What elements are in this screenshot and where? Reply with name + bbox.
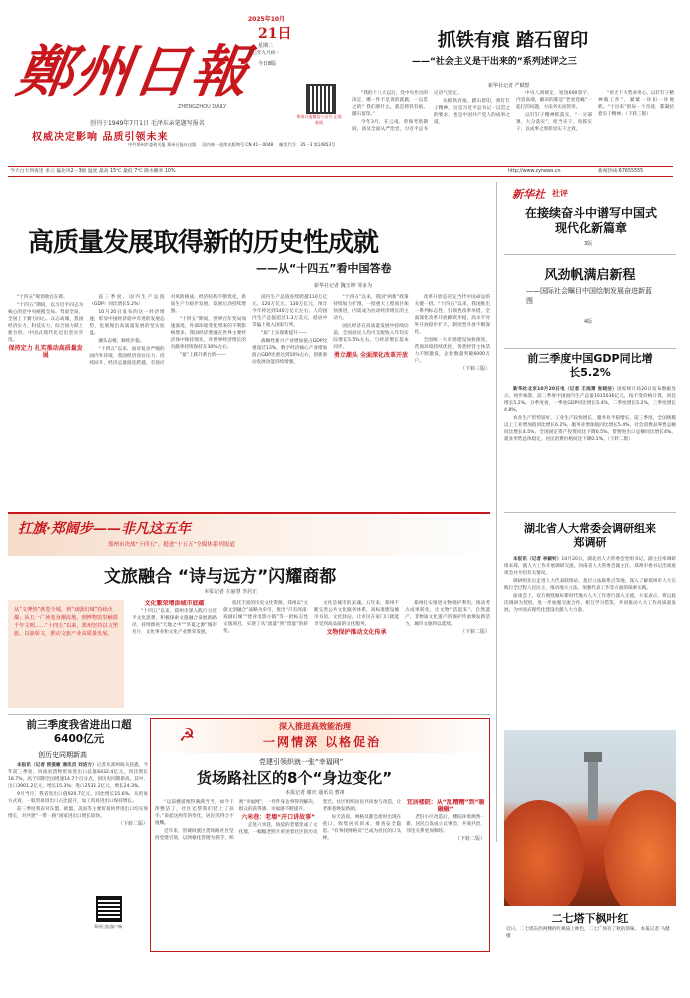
trade-separator bbox=[8, 714, 490, 715]
masthead-slogan: 权威决定影响 品质引领未来 bbox=[32, 132, 169, 143]
tower-top bbox=[584, 752, 602, 762]
commentary-body: “我的十八大以后，党中央作出的决定，哪一件不是说的就做，一以贯之的？我们那什么，就是抓铁有痕、踏石留印。” 今年3月，在云南，曾保考察期间，谈及全面从严治党，习近平总书记语气坚定。 从抓铁有痕、踏石留印，到钉钉子精神，这是习近平总书记一以贯之的要求，也是中国共产党人的成事之道。 中央八项规定，短短600余字，内容高端，解决的都是“老虎苍蝇”一起打的问题，方法务实而管用。 以钉钉子精神抓落实，“一分部署，九分落实”，担当实干、真抓实干，以成事之果彰显实干之效。 “看天下大势多用心，以钉钉子精神做工作”，紧紧一环扣一环地抓。“干出来”的每一个奇迹，都凝结着实干精神。（下转三版） bbox=[352, 91, 674, 132]
culture-lead-box bbox=[8, 600, 124, 708]
sidebar-separator-3 bbox=[504, 512, 676, 513]
commentary-byline: 新华社记者 严赋憬 bbox=[488, 83, 530, 89]
publisher-info bbox=[128, 142, 338, 148]
commentary-title[interactable]: 抓铁有痕 踏石留印 bbox=[437, 30, 589, 51]
leaves-right bbox=[604, 790, 676, 906]
grassroots-byline: 本报记者 谢庆 通讯员 曹祖 bbox=[285, 790, 345, 796]
gdp-dateline: 新华社北京10月20日电（记者 王雨萧 张晓洁） bbox=[513, 387, 617, 392]
trade-dateline: 本报讯（记者 侯爱敏 通讯员 刘洁方） bbox=[17, 763, 97, 768]
lead-body: “十四五”规划收官在即。 “十四五”期间，以习近平同志为核心的党中央统揽全局、驾驭全局，全国上下勠力同心、众志成城，我国经济实力、科技实力、综合国力跃上新台阶，中国式现代化迈出坚实步伐。 保持定力 扎实推动高质量发展 前三季度，国内生产总值（GDP）同比增长5.2%！ 10月20日发布的这一经济增速，彰显中国经济稳中有进的发展态势，也展现出高质量发展的坚实底盘。 潮头奋楫，蹄疾步稳。 “十四五”以来，面对复杂严峻的国内外环境，我国经济顶住压力、持续回升，经济总量接连跨越，有效应对风险挑战，经济结构不断优化，新质生产力稳步发展，发展后劲持续增强。 “十四五”期间，世界百年变局加速演进，外部环境变化带来的不利影响增多。我国经济增速在世界主要经济体中保持领先，对世界经济增长的贡献率持续保持在30%左右。 “量”上跃升新台阶—— 国内生产总值连续跨越110万亿元、120万亿元、130万亿元，预计今年将达到140万亿元左右；人均国内生产总值超过1.3万美元，稳居中等偏上收入国家行列。 “质”上实现新提升—— 战略性新兴产业增加值占GDP比重超过13%，数字经济核心产业增加值占GDP比重达到10%左右，创新驱动发展动能持续增强。 “十四五”以来，我国“两新”政策持续加力扩围，一批重大工程项目加快推进，内需成为拉动经济增长的主动力。 国民经济在高质量发展中持续向前，全国居民人均可支配收入年均实际增长5.5%左右，与经济增长基本同步。 勇立潮头 全面深化改革开放 改革开放是决定当代中国命运的关键一招。“十四五”以来，我国推出一系列标志性、引领性改革举措，全面深化改革开放蹄疾步稳，高水平对外开放稳步扩大，制度型开放不断深化。 全国统一大市场建设加快推进，营商环境持续优化，各类经营主体活力不断激发，企业数量突破6000万户。 （下转三版） bbox=[8, 295, 490, 372]
masthead-english: ZHENGZHOU DAILY bbox=[178, 104, 227, 110]
footer-qr-caption: 郑州日报客户端 bbox=[94, 924, 122, 929]
lead-article bbox=[8, 182, 490, 512]
trade-subtitle: 创历史同期新高 bbox=[38, 751, 87, 759]
sidebar-divider bbox=[496, 182, 497, 842]
grassroots-series: 一网情深 以格促治 bbox=[263, 735, 382, 749]
maple-photo[interactable] bbox=[504, 730, 676, 906]
masthead-title: 鄭州日報 bbox=[12, 39, 255, 105]
grassroots-article bbox=[150, 718, 490, 952]
culture-body: 文化繁荣增添城市底蕴 “十四五”以来，郑州市深入践行习近平文化思想，积极探索文旅融合发展新路径，持续擦亮“天地之中”“华夏之源”城市名片，文化事业和文化产业繁荣发展。 依托丰富的历史文化资源，郑州以“文旅文创融合”战略为牵引，推出“只有河南·戏剧幻城”“建业电影小镇”等一批标志性文旅项目，实现了从“流量”到“留量”的转变。 文化是城市的灵魂。五年来，郑州不断完善公共文化服务体系，高标准建设城市书房、文化驿站，让市民在家门口就能享受到高品质的文化服务。 文物保护推动文化传承 郑州扎实推进文物保护利用，推动考古成果转化，让文物“活起来”。自然遗产、非物质文化遗产的保护传承焕发新活力，城市文脉得以延续。 （下转二版） bbox=[132, 600, 490, 636]
issue-date: 2025年10月 bbox=[248, 16, 286, 23]
lead-subhead-1: 保持定力 扎实推动高质量发展 bbox=[8, 345, 83, 359]
hubei-dateline: 本报讯（记者 李颖钊） bbox=[513, 557, 562, 562]
gdp-body: 新华社北京10月20日电（记者 王雨萧 张晓洁）国家统计局20日发布数据显示，初步核算，前三季度中国国内生产总值1015036亿元，按不变价格计算，同比增长5.2%。分季度看，一季度GDP同比增长5.4%，二季度增长5.2%，三季度增长4.8%。 农业生产形势较好，工业生产较快增长，服务业平稳增长。前三季度，全国规模以上工业增加值同比增长6.2%，服务业增加值同比增长5.4%，社会消费品零售总额同比增长4.5%，全国固定资产投资同比下降0.5%，货物进出口总额同比增长4%。就业形势总体稳定，居民消费价格同比下降0.1%。（下转二版） bbox=[504, 387, 676, 442]
sidebar-commentary bbox=[504, 186, 676, 356]
commentary-article bbox=[352, 26, 674, 166]
sidebar-separator-2 bbox=[504, 348, 676, 349]
grassroots-subhead-1: 六米巷：老墙“开口讲故事” bbox=[241, 814, 316, 821]
weather-text: 今天白天到夜里 多云 偏北风2－3级 温度 最高 15℃ 最低 7℃ 降水概率 10% bbox=[10, 169, 176, 174]
culture-continued[interactable]: （下转二版） bbox=[459, 629, 490, 635]
site-link[interactable]: http://www.zynews.cn bbox=[508, 169, 561, 174]
issue-lunar: 乙巳年九月初一 bbox=[248, 51, 280, 56]
party-emblem-icon: ☭ bbox=[179, 725, 196, 746]
qr-code-icon[interactable] bbox=[306, 84, 336, 114]
culture-article bbox=[8, 556, 490, 712]
publisher: 中共郑州市委机关报 郑州日报社出版 bbox=[128, 142, 197, 147]
lead-continued[interactable]: （下转三版） bbox=[459, 366, 490, 372]
tower-shape bbox=[588, 760, 598, 820]
editorial-2-page[interactable]: 4版 bbox=[584, 319, 593, 325]
trade-continued[interactable]: （下转二版） bbox=[117, 821, 148, 827]
grassroots-kicker: 深入推进高效能治理 bbox=[279, 722, 351, 731]
editorial-tag: 社评 bbox=[552, 189, 568, 198]
photo-caption: 近日，二七塔东西两侧的红枫染上秋色，二七广场有了秋的韵味。 本报记者 马健 摄 bbox=[506, 927, 670, 939]
lead-byline: 新华社记者 魏玉坤 邹多为 bbox=[314, 283, 373, 289]
issue-weekday: 星期二 bbox=[258, 43, 274, 49]
masthead-founded: 创刊于1949年7月1日 毛泽东亲笔题写报名 bbox=[90, 120, 205, 127]
lead-subtitle: ——从“十四五”看中国答卷 bbox=[256, 262, 392, 275]
grassroots-header bbox=[151, 719, 489, 753]
hubei-title[interactable]: 湖北省人大常委会调研组来郑调研 bbox=[524, 522, 656, 549]
culture-title[interactable]: 文旅融合 “诗与远方”闪耀商都 bbox=[104, 567, 337, 587]
gdp-title[interactable]: 前三季度中国GDP同比增长5.2% bbox=[527, 352, 653, 379]
culture-subhead-2: 文物保护推动文化传承 bbox=[326, 629, 387, 636]
issue-pages: 今日8版 bbox=[258, 61, 277, 67]
trade-article bbox=[8, 718, 148, 948]
hubei-article bbox=[504, 516, 676, 726]
leaves-left bbox=[504, 800, 584, 906]
photo-title: 二七塔下枫叶红 bbox=[551, 912, 629, 925]
grassroots-title[interactable]: 货场路社区的8个“身边变化” bbox=[197, 769, 393, 787]
banner-sub: 郑州市决战“十四五”、挺进“十五五”全媒体系列报道 bbox=[108, 542, 235, 548]
hubei-body: 本报讯（记者 李颖钊）10月20日，湖北省人大常委会党组书记、副主任率调研组来郑，就人大工作开展调研交流。河南省人大常委会副主任、郑州市委书记出席座谈会并介绍有关情况。 调研组先后走进人大代表联络站、基层立法联系点等地，深入了解郑州市人大在践行全过程人民民主、推动地方立法、加强代表工作等方面的探索实践。 座谈会上，双方围绕做好新时代地方人大工作进行深入交流。大家表示，将以此次调研为契机，进一步加强交流合作，相互学习借鉴，共同推动人大工作高质量发展，为中国式现代化建设贡献人大力量。 bbox=[504, 557, 676, 613]
gdp-article bbox=[504, 352, 676, 512]
lead-title[interactable]: 高质量发展取得新的历史性成就 bbox=[28, 228, 379, 258]
sidebar-separator-1 bbox=[504, 254, 676, 255]
grassroots-headline-kicker: 党建引领织就一张“幸福网” bbox=[259, 758, 344, 766]
grassroots-subhead-2: 宜居楼院：从“乱糟糟”到“暖融融” bbox=[406, 799, 485, 813]
editorial-1-title[interactable]: 在接续奋斗中谱写中国式现代化新篇章 bbox=[524, 206, 657, 235]
lead-subhead-2: 勇立潮头 全面深化改革开放 bbox=[333, 352, 409, 359]
banner-title: 扛旗·郑阔步——非凡这五年 bbox=[18, 521, 191, 537]
xinhua-logo: 新华社 bbox=[512, 188, 545, 201]
cn-number: 国内统一连续出版物号 CN 41－0048 bbox=[202, 142, 274, 147]
issue-day: 21日 bbox=[258, 26, 292, 42]
commentary-subtitle: ——“社会主义是干出来的”系列述评之三 bbox=[412, 57, 577, 67]
trade-body: 本报讯（记者 侯爱敏 通讯员 刘洁方）记者从郑州海关获悉，今年前三季度，河南省货物贸易进出口总值6432.4亿元，同比增长18.7%，高于同期全国增速14.7个百分点，创历史同期新高。其中，出口3901.2亿元，增长15.3%；进口2531.2亿元，增长24.3%。 9月当月，我省进出口值920.7亿元，同比增长15.6%。从贸易方式看，一般贸易进出口占比提升，加工贸易进出口保持增长。 前三季度我省对东盟、欧盟、美国等主要贸易伙伴进出口均实现增长，对共建“一带一路”国家进出口增长较快。 （下转二版） bbox=[8, 763, 148, 827]
editorial-1-page[interactable]: 3版 bbox=[584, 241, 593, 247]
culture-subhead-1: 文化繁荣增添城市底蕴 bbox=[144, 600, 205, 607]
qr-caption: 郑州日报微信公众号 正观新闻 bbox=[296, 114, 342, 125]
grassroots-body: “以前楼道堆得满满当当，如今干净整洁了，社区还帮我们装上了扶手。”说起这两年的变化，居民笑得合不拢嘴。 近年来，管城回族区货场路社区坚持党建引领，以网格化管理为抓手，织密“幸福网”，一件件身边事得到解决，群众的获得感、幸福感不断提升。 六米巷：老墙“开口讲故事” 走进六米巷，斑驳的老墙变成了文化墙，一幅幅老照片讲述着社区的历史变迁。社区组织居民共同参与改造，让老街巷焕发新颜。 每天清晨，网格员都会准时出现在巷口，收集居民诉求、排查安全隐患。“有事找网格员”已成为居民的口头禅。 宜居楼院：从“乱糟糟”到“暖融融” 老旧小区改造后，楼院环境焕然一新，居民自发成立议事会，共商共治，邻里关系更加和睦。 （下转二版） bbox=[155, 799, 485, 842]
footer-qr-icon[interactable] bbox=[96, 896, 122, 922]
trade-title[interactable]: 前三季度我省进出口超6400亿元 bbox=[26, 719, 132, 745]
weather-bar bbox=[8, 166, 673, 177]
editorial-2-subtitle: ——国际社会瞩目中国绘制发展奋进新蓝图 bbox=[526, 287, 652, 305]
editorial-2-title[interactable]: 风劲帆满启新程 bbox=[544, 268, 636, 283]
culture-lead: 从“文博热”席卷全城，到“戏剧幻城”持续火爆；从五一广场变身潮流地，到博物馆里触摸千年文明……“十四五”以来，郑州坚持以文塑旅、以旅彰文，推动文旅产业高质量发展。 bbox=[14, 607, 118, 637]
grassroots-continued[interactable]: （下转二版） bbox=[454, 836, 485, 842]
culture-byline: 本报记者 左丽慧 李居正 bbox=[204, 589, 258, 595]
post-code: 邮发代号：35－3 第14853号 bbox=[279, 142, 336, 147]
series-banner bbox=[8, 512, 490, 556]
news-hotline: 新闻热线:67655555 bbox=[598, 169, 644, 174]
